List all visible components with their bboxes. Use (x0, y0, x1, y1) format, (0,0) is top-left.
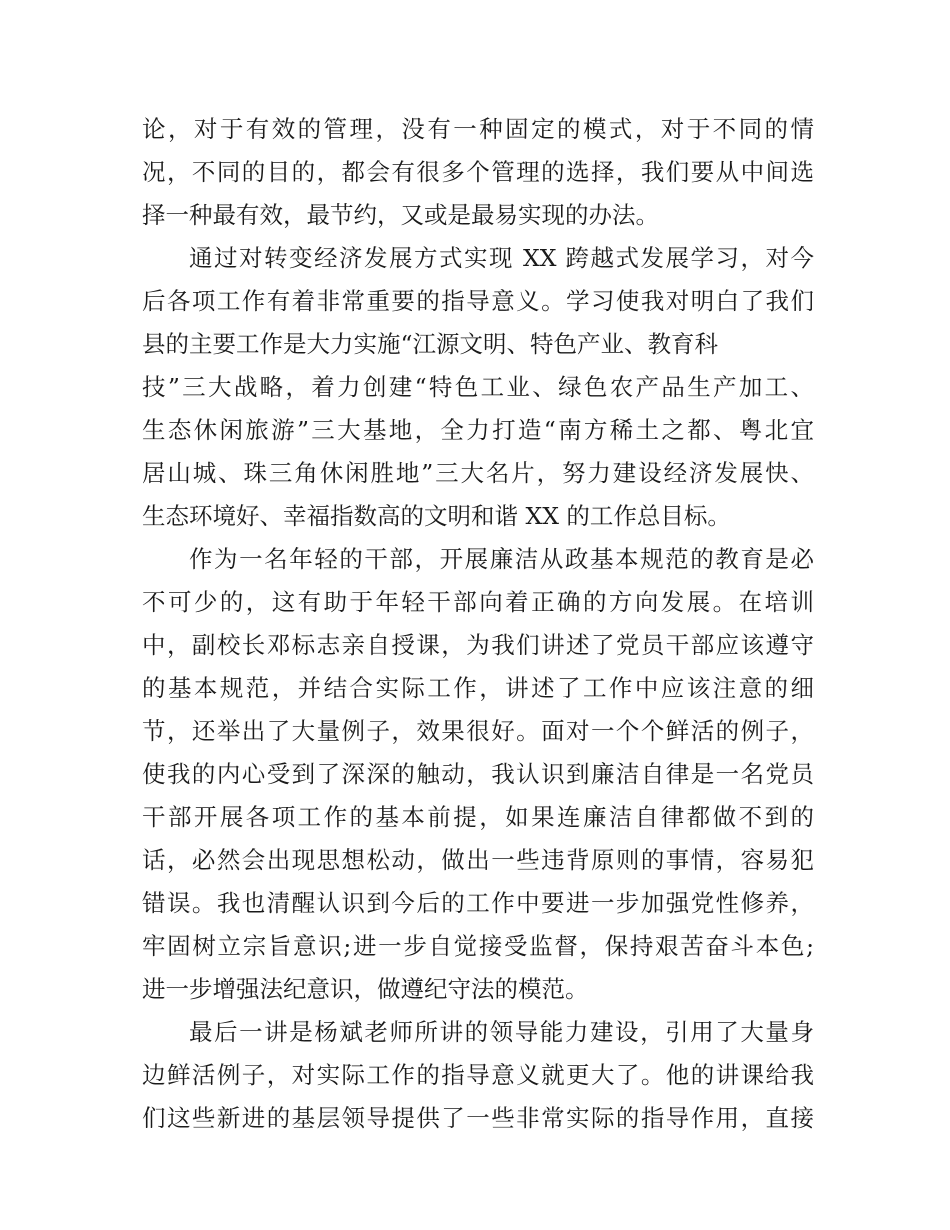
text-line: 况，不同的目的，都会有很多个管理的选择，我们要从中间选 (142, 158, 814, 186)
text-line: 县的主要工作是大力实施“江源文明、特色产业、教育科 (142, 330, 719, 358)
document-body (142, 108, 814, 1140)
text-line: 生态环境好、幸福指数高的文明和谐 XX 的工作总目标。 (142, 502, 731, 530)
paragraph-first-line: 通过对转变经济发展方式实现 XX 跨越式发展学习，对今 (189, 244, 814, 272)
text-line: 节，还举出了大量例子，效果很好。面对一个个鲜活的例子， (142, 717, 814, 745)
text-line: 错误。我也清醒认识到今后的工作中要进一步加强党性修养， (142, 889, 814, 917)
text-line: 居山城、珠三角休闲胜地”三大名片，努力建设经济发展快、 (142, 459, 814, 487)
paragraph-first-line: 最后一讲是杨斌老师所讲的领导能力建设，引用了大量身 (189, 1018, 814, 1046)
text-line: 话，必然会出现思想松动，做出一些违背原则的事情，容易犯 (142, 846, 814, 874)
text-line: 牢固树立宗旨意识;进一步自觉接受监督，保持艰苦奋斗本色; (142, 932, 814, 960)
text-line: 边鲜活例子，对实际工作的指导意义就更大了。他的讲课给我 (142, 1061, 814, 1089)
paragraph-first-line: 作为一名年轻的干部，开展廉洁从政基本规范的教育是必 (189, 545, 814, 573)
text-line: 不可少的，这有助于年轻干部向着正确的方向发展。在培训 (142, 588, 814, 616)
text-line: 使我的内心受到了深深的触动，我认识到廉洁自律是一名党员 (142, 760, 814, 788)
text-line: 择一种最有效，最节约，又或是最易实现的办法。 (142, 201, 659, 229)
text-line: 论，对于有效的管理，没有一种固定的模式，对于不同的情 (142, 115, 814, 143)
text-line: 中，副校长邓标志亲自授课，为我们讲述了党员干部应该遵守 (142, 631, 814, 659)
text-line: 后各项工作有着非常重要的指导意义。学习使我对明白了我们 (142, 287, 814, 315)
text-line: 干部开展各项工作的基本前提，如果连廉洁自律都做不到的 (142, 803, 814, 831)
text-line: 的基本规范，并结合实际工作，讲述了工作中应该注意的细 (142, 674, 814, 702)
text-line: 技”三大战略，着力创建“特色工业、绿色农产品生产加工、 (142, 373, 814, 401)
text-line: 生态休闲旅游”三大基地，全力打造“南方稀土之都、粤北宜 (142, 416, 814, 444)
text-line: 们这些新进的基层领导提供了一些非常实际的指导作用，直接 (142, 1104, 814, 1132)
text-line: 进一步增强法纪意识，做遵纪守法的模范。 (142, 975, 589, 1003)
